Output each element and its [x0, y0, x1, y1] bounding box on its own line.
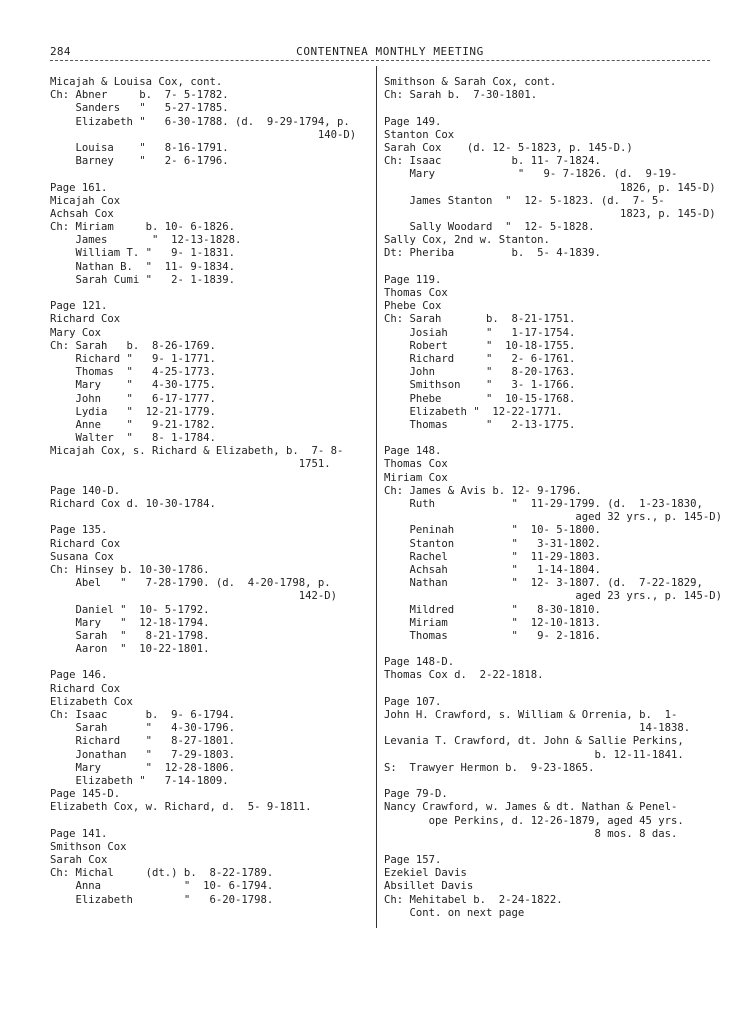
record-line: Ch: Sarah b. 8-26-1769.	[50, 339, 216, 352]
record-line: Page 146.	[50, 669, 108, 682]
header-rule	[50, 60, 710, 61]
record-line: Elizabeth Cox	[50, 695, 133, 708]
record-line: Peninah " 10- 5-1800.	[384, 524, 601, 537]
record-line	[50, 815, 368, 828]
record-line: Ch: Abner b. 7- 5-1782.	[50, 89, 229, 102]
record-line: Richard " 9- 1-1771.	[50, 352, 216, 365]
record-line	[384, 775, 714, 788]
record-line: ope Perkins, d. 12-26-1879, aged 45 yrs.	[384, 814, 684, 827]
record-line: Thomas " 2-13-1775.	[384, 418, 576, 431]
record-line: Walter " 8- 1-1784.	[50, 432, 216, 445]
record-line: Elizabeth " 6-20-1798.	[50, 893, 274, 906]
record-line: Ruth " 11-29-1799. (d. 1-23-1830,	[384, 498, 703, 510]
record-line: Miriam Cox	[384, 471, 448, 484]
record-line: Elizabeth " 7-14-1809.	[50, 774, 229, 787]
record-line: James Stanton " 12- 5-1823. (d. 7- 5-	[384, 194, 665, 207]
record-line	[384, 432, 714, 445]
record-line: Mary " 12-18-1794.	[50, 616, 210, 629]
record-line: Anne " 9-21-1782.	[50, 418, 216, 431]
record-line: S: Trawyer Hermon b. 9-23-1865.	[384, 761, 595, 774]
record-line: Sanders " 5-27-1785.	[50, 102, 229, 115]
record-line: Abel " 7-28-1790. (d. 4-20-1798, p.	[50, 577, 331, 590]
record-line: 1823, p. 145-D)	[384, 207, 716, 220]
record-line: Louisa " 8-16-1791.	[50, 141, 229, 154]
record-line: Page 107.	[384, 695, 442, 708]
record-line	[50, 472, 368, 485]
record-line: Richard Cox d. 10-30-1784.	[50, 498, 216, 510]
record-line: Achsah Cox	[50, 207, 114, 220]
record-line: Phebe Cox	[384, 300, 442, 313]
record-line: Mary " 9- 7-1826. (d. 9-19-	[384, 168, 678, 181]
record-line: Ch: Hinsey b. 10-30-1786.	[50, 563, 210, 576]
record-line	[50, 511, 368, 524]
record-line: Thomas Cox	[384, 458, 448, 471]
record-line: Mary " 12-28-1806.	[50, 761, 235, 774]
record-line: Sally Cox, 2nd w. Stanton.	[384, 234, 550, 247]
record-line: John " 8-20-1763.	[384, 366, 576, 379]
record-line	[384, 102, 714, 115]
record-line: Ch: James & Avis b. 12- 9-1796.	[384, 484, 582, 497]
record-line: Page 141.	[50, 827, 108, 840]
record-line: Absillet Davis	[384, 880, 474, 893]
record-line: Levania T. Crawford, dt. John & Sallie Perkins,	[384, 735, 684, 748]
record-line: Elizabeth Cox, w. Richard, d. 5- 9-1811.	[50, 801, 312, 814]
record-line: Smithson & Sarah Cox, cont.	[384, 76, 557, 88]
record-line: Richard Cox	[50, 313, 121, 326]
record-line: Thomas Cox	[384, 287, 448, 299]
record-line: Lydia " 12-21-1779.	[50, 405, 216, 418]
record-line: b. 12-11-1841.	[384, 748, 684, 761]
record-line: 1751.	[50, 458, 331, 471]
record-line: Ch: Isaac b. 11- 7-1824.	[384, 155, 601, 168]
record-line: Daniel " 10- 5-1792.	[50, 603, 210, 616]
record-line: Phebe " 10-15-1768.	[384, 392, 576, 405]
record-line	[384, 841, 714, 854]
record-line: Page 121.	[50, 300, 108, 313]
record-line: Smithson " 3- 1-1766.	[384, 379, 576, 392]
record-line: Ch: Isaac b. 9- 6-1794.	[50, 709, 235, 721]
record-line: Nathan B. " 11- 9-1834.	[50, 260, 235, 273]
record-line: Barney " 2- 6-1796.	[50, 155, 229, 168]
record-line: John " 6-17-1777.	[50, 392, 216, 405]
record-line: Ezekiel Davis	[384, 867, 467, 880]
record-line	[384, 261, 714, 274]
record-line: Sarah " 8-21-1798.	[50, 629, 210, 642]
page-title: CONTENTNEA MONTHLY MEETING	[296, 45, 484, 58]
record-line: Page 149.	[384, 115, 442, 128]
record-line: Josiah " 1-17-1754.	[384, 326, 576, 339]
record-line: 142-D)	[50, 590, 338, 603]
page-number: 284	[50, 45, 71, 58]
record-line: Ch: Mehitabel b. 2-24-1822.	[384, 893, 563, 906]
record-line: aged 32 yrs., p. 145-D)	[384, 511, 723, 524]
record-line: 14-1838.	[384, 722, 691, 735]
record-line: Micajah & Louisa Cox, cont.	[50, 76, 223, 88]
record-line: Anna " 10- 6-1794.	[50, 880, 274, 893]
record-line: Richard " 2- 6-1761.	[384, 352, 576, 365]
record-line	[50, 168, 368, 181]
record-line	[384, 683, 714, 696]
record-line: Thomas " 4-25-1773.	[50, 366, 216, 379]
record-line: Thomas " 9- 2-1816.	[384, 629, 601, 642]
record-line	[50, 287, 368, 300]
record-line: Sally Woodard " 12- 5-1828.	[384, 221, 595, 234]
record-line: Ch: Sarah b. 7-30-1801.	[384, 89, 538, 102]
column-divider	[376, 66, 377, 928]
record-line: Aaron " 10-22-1801.	[50, 643, 210, 656]
record-line: Stanton " 3-31-1802.	[384, 537, 601, 550]
record-line	[384, 643, 714, 656]
record-line: 140-D)	[50, 128, 357, 141]
record-line: Mary " 4-30-1775.	[50, 379, 216, 392]
record-line	[50, 656, 368, 669]
record-line: Nathan " 12- 3-1807. (d. 7-22-1829,	[384, 577, 703, 590]
record-line: Sarah Cumi " 2- 1-1839.	[50, 273, 235, 286]
right-column	[384, 76, 723, 920]
record-line: Page 135.	[50, 524, 108, 537]
record-line: Elizabeth " 6-30-1788. (d. 9-29-1794, p.	[50, 115, 350, 128]
record-line: Ch: Michal (dt.) b. 8-22-1789.	[50, 867, 274, 880]
record-line: Ch: Miriam b. 10- 6-1826.	[50, 221, 235, 234]
record-line: Mary Cox	[50, 326, 102, 339]
record-line: 1826, p. 145-D)	[384, 181, 716, 194]
record-line: Nancy Crawford, w. James & dt. Nathan & Penel-	[384, 801, 678, 814]
record-line: aged 23 yrs., p. 145-D)	[384, 590, 723, 603]
record-line: John H. Crawford, s. William & Orrenia, b. 1-	[384, 709, 678, 721]
record-line: Jonathan " 7-29-1803.	[50, 748, 235, 761]
record-line: Page 119.	[384, 273, 442, 286]
record-line: William T. " 9- 1-1831.	[50, 247, 235, 260]
record-line: Page 161.	[50, 181, 108, 194]
record-line: Susana Cox	[50, 550, 114, 563]
record-line: Micajah Cox	[50, 194, 121, 207]
record-line: Page 148-D.	[384, 656, 455, 669]
record-line: Richard " 8-27-1801.	[50, 735, 235, 748]
record-line: Page 145-D.	[50, 788, 121, 801]
record-line: Richard Cox	[50, 537, 121, 550]
record-line: Sarah Cox	[50, 854, 108, 867]
record-line: Sarah Cox (d. 12- 5-1823, p. 145-D.)	[384, 141, 633, 154]
record-line: Stanton Cox	[384, 128, 455, 141]
record-line: Cont. on next page	[384, 906, 525, 919]
record-line: 8 mos. 8 das.	[384, 827, 678, 840]
record-line: Page 79-D.	[384, 788, 448, 801]
record-line: Page 140-D.	[50, 484, 121, 497]
record-line: Mildred " 8-30-1810.	[384, 603, 601, 616]
record-line: Dt: Pheriba b. 5- 4-1839.	[384, 247, 601, 260]
record-line: Miriam " 12-10-1813.	[384, 616, 601, 629]
record-line: Achsah " 1-14-1804.	[384, 563, 601, 576]
record-line: James " 12-13-1828.	[50, 234, 242, 247]
record-line: Page 157.	[384, 854, 442, 867]
record-line: Robert " 10-18-1755.	[384, 339, 576, 352]
record-line: Page 148.	[384, 445, 442, 458]
record-line: Micajah Cox, s. Richard & Elizabeth, b. 7- 8-	[50, 445, 344, 458]
record-line: Sarah " 4-30-1796.	[50, 722, 235, 735]
record-line: Ch: Sarah b. 8-21-1751.	[384, 313, 576, 326]
record-line: Smithson Cox	[50, 840, 127, 853]
record-line: Richard Cox	[50, 682, 121, 695]
record-line: Thomas Cox d. 2-22-1818.	[384, 669, 544, 682]
left-column	[50, 76, 368, 907]
record-line: Rachel " 11-29-1803.	[384, 550, 601, 563]
record-line: Elizabeth " 12-22-1771.	[384, 405, 563, 418]
